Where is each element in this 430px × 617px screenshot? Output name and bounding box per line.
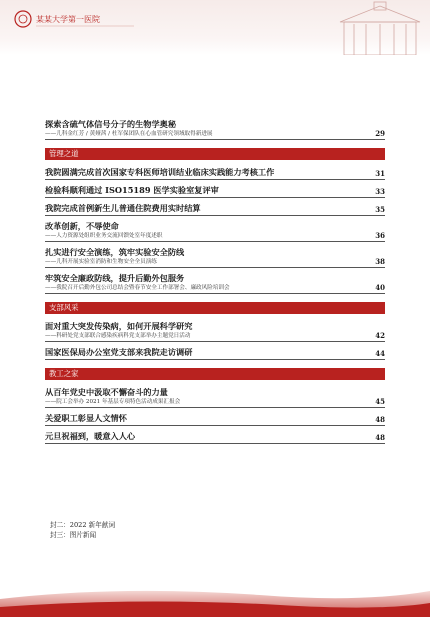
article-title: 牢筑安全廉政防线，提升后勤外包服务 [45, 273, 185, 283]
divider [45, 443, 385, 444]
page-number: 33 [375, 187, 385, 196]
toc-entry[interactable] [45, 166, 385, 178]
toc-entry[interactable] [45, 184, 385, 196]
article-title: 从百年党史中汲取不懈奋斗的力量 [45, 387, 168, 397]
page-number: 38 [375, 257, 385, 266]
toc-entry[interactable] [45, 346, 385, 358]
cover2-note: 封二：2022 新年献词 [50, 521, 116, 529]
logo-text: 某某大学第一医院 [36, 15, 100, 24]
toc-entry[interactable] [45, 272, 385, 292]
article-title: 面对重大突发传染病，如何开展科学研究 [45, 321, 193, 331]
section-header-management [45, 148, 385, 160]
page-number: 40 [375, 283, 385, 292]
article-title: 元旦祝福到，暖意入人心 [45, 431, 136, 441]
article-title: 改革创新，不辱使命 [45, 221, 119, 231]
cover3-note: 封三：图片新闻 [50, 531, 97, 539]
toc-entry[interactable] [45, 118, 385, 138]
university-logo-icon [14, 8, 144, 30]
article-title: 关爱职工彰显人文情怀 [45, 413, 127, 423]
section-label: 管理之道 [49, 149, 79, 158]
article-title: 国家医保局办公室党支部来我院走访调研 [45, 347, 193, 357]
article-title: 探索含硫气体信号分子的生物学奥秘 [45, 119, 177, 129]
toc-entry[interactable] [45, 430, 385, 442]
article-author: ——儿科开展实验室消防和生物安全全员演练 [45, 259, 157, 265]
table-of-contents [45, 118, 385, 444]
divider [45, 359, 385, 360]
page-number: 45 [375, 397, 385, 406]
divider [45, 139, 385, 140]
cover-notes [50, 520, 115, 540]
article-author: ——院工会举办 2021 年基层专项特色活动成果汇报会 [45, 399, 181, 405]
article-title: 我院圆满完成首次国家专科医师培训结业临床实践能力考核工作 [45, 167, 275, 177]
building-illustration-icon [330, 0, 430, 55]
article-author: ——儿科金红芳 / 黄娅茜 / 杜军保团队在心血管研究领域取得新进展 [45, 131, 213, 137]
section-label: 教工之家 [49, 369, 79, 378]
page-number: 31 [375, 169, 385, 178]
article-author: ——人力资源处组织业务交流回馈处室年度述职 [45, 233, 163, 239]
page-number: 35 [375, 205, 385, 214]
page-number: 48 [375, 415, 385, 424]
article-title: 我院完成首例新生儿普通住院费用实时结算 [45, 203, 201, 213]
toc-entry[interactable] [45, 220, 385, 240]
bottom-decoration-icon [0, 577, 430, 617]
page-number: 36 [375, 231, 385, 240]
toc-entry[interactable] [45, 412, 385, 424]
toc-entry[interactable] [45, 386, 385, 406]
article-author: ——科研处党支部联合感染疾病科党支部举办主题党日活动 [45, 333, 191, 339]
toc-entry[interactable] [45, 320, 385, 340]
section-label: 支部风采 [49, 303, 79, 312]
page-number: 44 [375, 349, 385, 358]
article-title: 检验科顺利通过 ISO15189 医学实验室复评审 [45, 185, 219, 195]
page-number: 48 [375, 433, 385, 442]
section-header-branch [45, 302, 385, 314]
section-header-staff [45, 368, 385, 380]
article-title: 扎实进行安全演练，筑牢实验安全防线 [45, 247, 185, 257]
toc-entry[interactable] [45, 202, 385, 214]
divider [45, 293, 385, 294]
page-number: 42 [375, 331, 385, 340]
page-number: 29 [375, 129, 385, 138]
toc-entry[interactable] [45, 246, 385, 266]
header-banner [0, 0, 430, 55]
article-author: ——我院召开后勤外包公司总结会暨春节安全工作部署会、廉政风险培训会 [45, 285, 230, 291]
